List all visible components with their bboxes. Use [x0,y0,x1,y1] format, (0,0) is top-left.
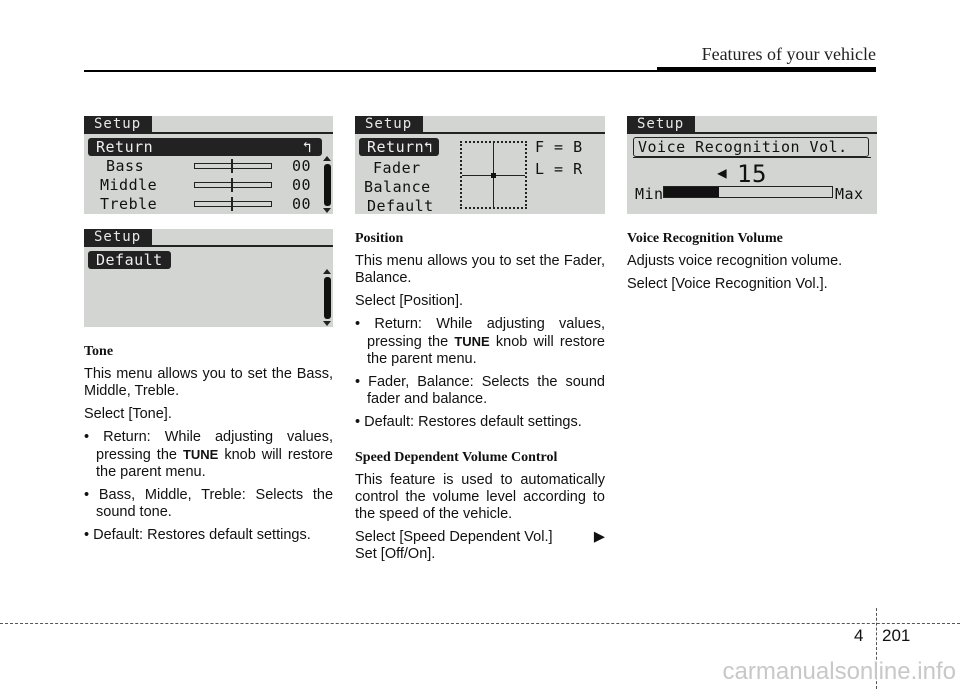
middle-slider [194,182,272,188]
voice-select: Select [Voice Recognition Vol.]. [627,276,828,292]
bass-slider [194,163,272,169]
scroll-down-icon [323,208,331,213]
column-tone [84,343,333,550]
screen-tab: Setup [355,116,423,133]
menu-item-fader: Fader [373,159,421,177]
menu-item-return: Return ↰ [359,138,439,156]
volume-bar [663,186,833,198]
tone-bullet-sound: • Bass, Middle, Treble: Selects the sound tone. [84,487,334,520]
speed-volume-heading: Speed Dependent Volume Control [355,450,558,465]
fader-readout: F = B [535,138,583,156]
max-label: Max [835,185,864,203]
page-number: 201 [882,626,911,645]
min-label: Min [635,185,664,203]
column-position [355,230,605,569]
position-select: Select [Position]. [355,293,463,309]
position-bullet-default: • Default: Restores default settings. [355,414,582,430]
position-intro: This menu allows you to set the Fader, Balance. [355,253,605,286]
volume-title: Voice Recognition Vol. [633,137,869,157]
voice-intro: Adjusts voice recognition volume. [627,253,843,269]
scroll-down-icon [323,321,331,326]
column-voice [627,230,877,299]
position-bullet-return: • Return: While adjusting values, pressing the TUNE knob will restore the parent menu. [355,316,605,367]
watermark: carmanualsonline.info [722,658,956,685]
position-marker [491,173,496,178]
bass-value: 00 [292,157,312,175]
tone-screen [84,116,333,214]
tone-bullet-default: • Default: Restores default settings. [84,527,311,543]
chapter-number: 4 [854,626,864,645]
return-arrow-icon: ↰ [423,138,433,156]
balance-readout: L = R [535,160,583,178]
arrow-right-icon: ▶ [593,529,605,545]
speaker-icon: ◀ [717,163,728,182]
menu-item-default: Default [88,251,171,269]
volume-bar-fill [664,187,719,197]
menu-item-treble: Treble [100,195,158,213]
menu-item-middle: Middle [100,176,158,194]
menu-item-balance: Balance [364,178,431,196]
screen-tab: Setup [84,116,152,133]
screen-tab: Setup [627,116,695,133]
tone-select: Select [Tone]. [84,406,172,422]
tone-heading: Tone [84,344,114,359]
position-screen [355,116,605,214]
voice-volume-screen [627,116,877,214]
header-rule-accent [657,67,876,72]
position-bullet-fader: • Fader, Balance: Selects the sound fader and balance. [355,374,605,407]
tone-bullet-return: • Return: While adjusting values, pressing the TUNE knob will restore the parent menu. [84,429,333,480]
speed-volume-select: Select [Speed Dependent Vol.] ▶ Set [Off/On]. [355,529,605,562]
middle-value: 00 [292,176,312,194]
treble-value: 00 [292,195,312,213]
menu-item-bass: Bass [106,157,145,175]
scrollbar [324,277,331,319]
treble-slider [194,201,272,207]
menu-item-default: Default [367,197,434,214]
speed-volume-intro: This feature is used to automatically control the volume level according to the speed of the vehicle. [355,472,605,522]
position-heading: Position [355,231,404,246]
tone-intro: This menu allows you to set the Bass, Middle, Treble. [84,366,333,399]
screen-tab: Setup [84,229,152,246]
position-grid [460,141,527,209]
section-title: Features of your vehicle [701,44,876,64]
volume-value: 15 [737,160,767,188]
default-screen [84,229,333,327]
footer-rule [0,623,960,624]
return-arrow-icon: ↰ [302,138,312,156]
voice-heading: Voice Recognition Volume [627,231,783,246]
menu-item-return: Return ↰ [88,138,322,156]
scroll-up-icon [323,156,331,161]
scroll-up-icon [323,269,331,274]
scrollbar [324,164,331,206]
